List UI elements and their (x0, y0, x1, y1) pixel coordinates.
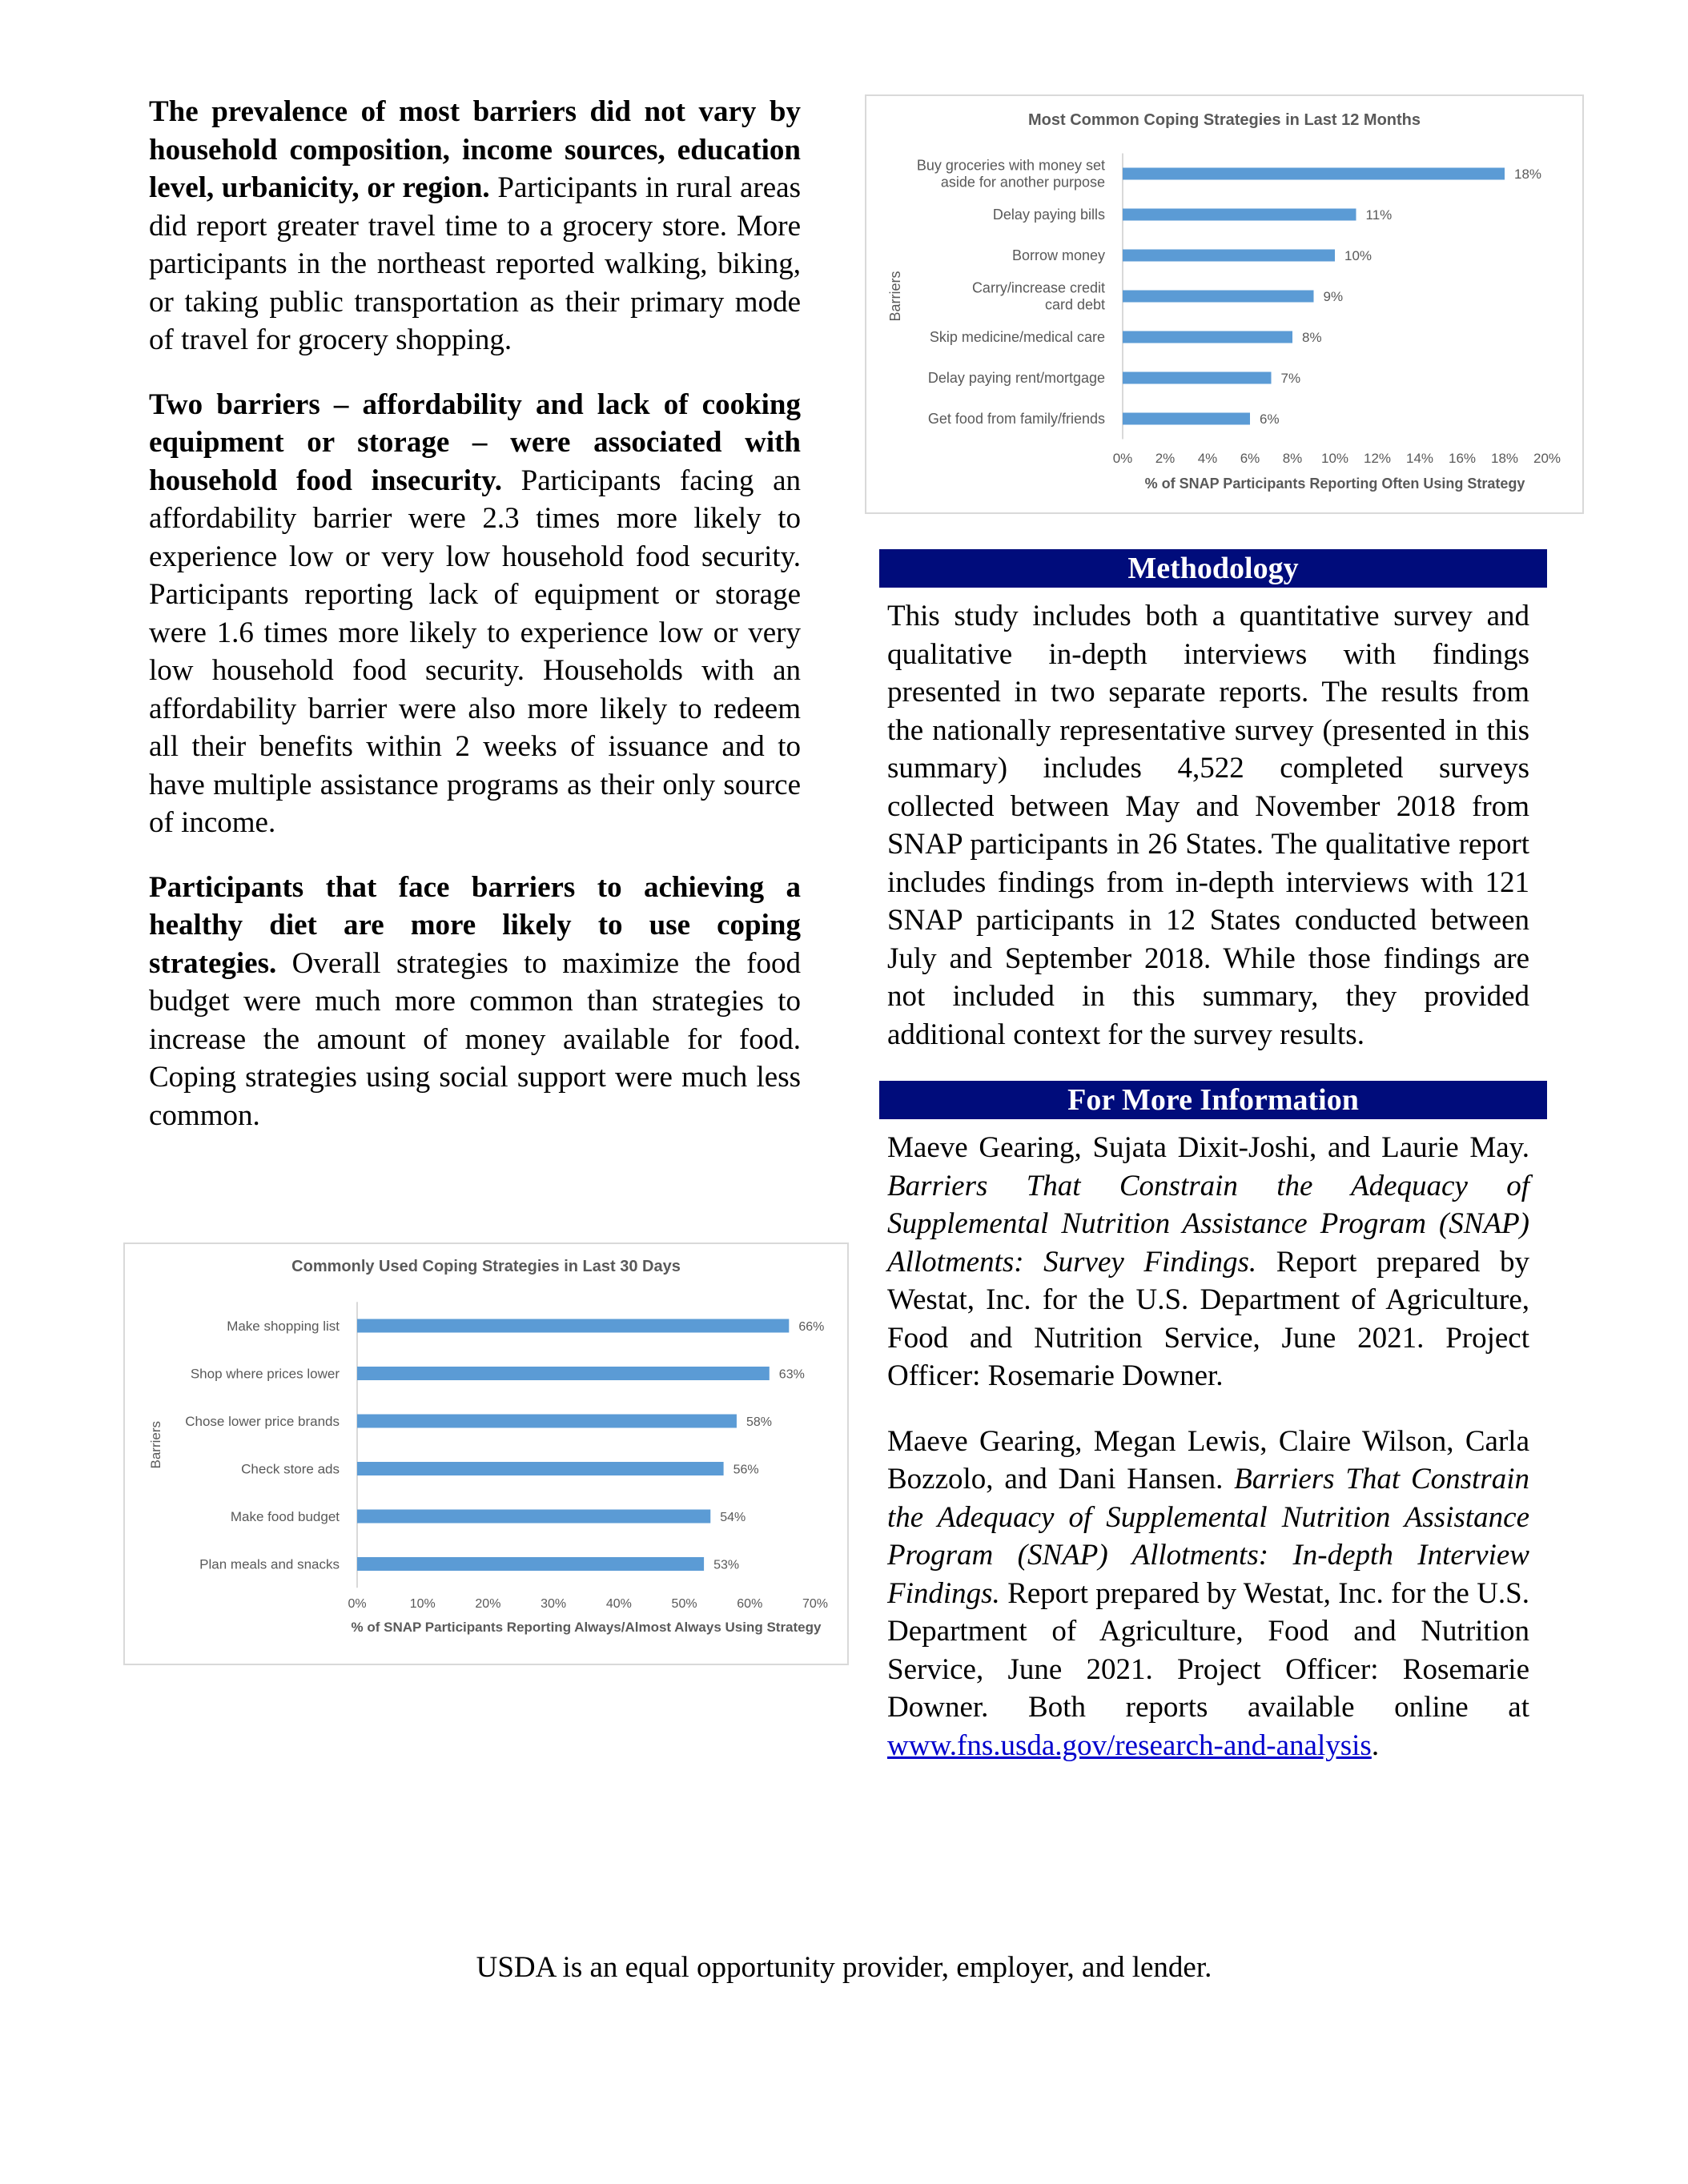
data-label: 11% (1365, 207, 1393, 223)
category-label: Make food budget (230, 1509, 340, 1524)
chart-30-days (123, 1243, 849, 1665)
category-label: Buy groceries with money set (916, 157, 1105, 174)
data-label: 53% (713, 1558, 740, 1572)
x-tick-label: 30% (541, 1597, 567, 1611)
reference-survey-findings (887, 1129, 1529, 1395)
data-label: 18% (1514, 167, 1542, 182)
bar (357, 1415, 737, 1428)
data-label: 7% (1280, 371, 1301, 386)
x-axis-label: % of SNAP Participants Reporting Always/Almost Always Using Strategy (351, 1620, 822, 1635)
methodology-header: Methodology (879, 549, 1547, 588)
category-label: Make shopping list (227, 1319, 340, 1334)
category-label: card debt (1044, 296, 1105, 313)
category-label: Skip medicine/medical care (929, 329, 1105, 345)
x-axis-label: % of SNAP Participants Reporting Often Using Strategy (1144, 476, 1525, 492)
paragraph-food-insecurity (149, 386, 801, 842)
x-tick-label: 18% (1490, 451, 1519, 466)
data-label: 63% (778, 1367, 805, 1382)
chart-title: Most Common Coping Strategies in Last 12 Months (1027, 111, 1421, 129)
bar (1123, 331, 1292, 343)
data-label: 10% (1344, 248, 1373, 263)
chart-title: Commonly Used Coping Strategies in Last 30 Days (291, 1258, 681, 1275)
category-label: Get food from family/friends (927, 411, 1105, 427)
data-label: 56% (733, 1463, 759, 1477)
x-tick-label: 50% (671, 1597, 697, 1611)
bar (357, 1510, 710, 1524)
x-tick-label: 4% (1197, 451, 1218, 466)
reference-details: Report prepared by Westat, Inc. for the U.S. Department of Agriculture, Food and Nutrition Service, June 2021. Project Officer: Rosemarie Downer. Both reports available online at (887, 1576, 1529, 1724)
bar (1123, 372, 1272, 384)
bar (1123, 413, 1250, 425)
x-tick-label: 20% (1533, 451, 1561, 466)
x-tick-label: 16% (1448, 451, 1477, 466)
reference-title: Barriers That Constrain the Adequacy of Supplemental Nutrition Assistance Program (SNAP) Allotments: In-depth Interview Findings. (887, 1463, 1529, 1610)
paragraph-body: Participants facing an affordability barrier were 2.3 times more likely to experience low or very low household food security. Participants reporting lack of equipment or storage were 1.6 times more likely to experience low or very low household food security. Households with an affordability barrier were also more likely to redeem all their benefits within 2 weeks of issuance and to have multiple assistance programs as their only source of income. (149, 464, 801, 839)
reference-end: . (1371, 1728, 1380, 1762)
footer-equal-opportunity: USDA is an equal opportunity provider, employer, and lender. (476, 1951, 1212, 1984)
bar (1123, 209, 1356, 221)
paragraph-body: Overall strategies to maximize the food budget were much more common than strategies to increase the amount of money available for food. Coping strategies using social support were much less common. (149, 946, 801, 1132)
x-tick-label: 60% (737, 1597, 763, 1611)
x-tick-label: 8% (1282, 451, 1303, 466)
category-label: Carry/increase credit (971, 279, 1105, 296)
data-label: 66% (798, 1320, 825, 1334)
more-info-header: For More Information (879, 1081, 1547, 1119)
x-tick-label: 10% (1320, 451, 1349, 466)
category-label: Delay paying bills (992, 207, 1105, 223)
methodology-text: This study includes both a quantitative survey and qualitative in-depth interviews with findings presented in two separate reports. The results from the nationally representative survey (presented in this summary) includes 4,522 completed surveys collected between May and November 2018 from SNAP participants in 26 States. The qualitative report includes findings from in-depth interviews with 121 SNAP participants in 12 States conducted between July and September 2018. While those findings are not included in this summary, they provided additional context for the survey results. (887, 600, 1529, 1051)
x-tick-label: 20% (475, 1597, 501, 1611)
data-label: 58% (746, 1415, 772, 1429)
category-label: aside for another purpose (940, 174, 1105, 191)
x-tick-label: 14% (1405, 451, 1434, 466)
bar (357, 1319, 789, 1333)
x-tick-label: 70% (802, 1597, 829, 1611)
chart-30-days-svg (125, 1244, 847, 1664)
left-column (149, 93, 801, 1161)
paragraph-body: Participants in rural areas did report greater travel time to a grocery store. More participants in the northeast reported walking, biking, or taking public transportation as their primary mode of travel for grocery shopping. (149, 171, 802, 356)
data-label: 8% (1302, 330, 1322, 345)
reference-authors: Maeve Gearing, Sujata Dixit-Joshi, and Laurie May. (887, 1131, 1529, 1164)
category-label: Delay paying rent/mortgage (927, 370, 1105, 386)
bar (1123, 291, 1314, 303)
reference-details: Report prepared by Westat, Inc. for the U.S. Department of Agriculture, Food and Nutrition Service, June 2021. Project Officer: Rosemarie Downer. (887, 1245, 1529, 1392)
x-tick-label: 12% (1363, 451, 1392, 466)
paragraph-barrier-prevalence (149, 93, 801, 359)
paragraph-heading: Two barriers – affordability and lack of cooking equipment or storage – were associated with household food insecurity. (149, 387, 801, 497)
data-label: 9% (1323, 289, 1344, 304)
x-tick-label: 0% (348, 1597, 367, 1611)
y-axis-label: Barriers (887, 271, 903, 322)
reference-authors: Maeve Gearing, Megan Lewis, Claire Wilson, Carla Bozzolo, and Dani Hansen. (887, 1424, 1529, 1495)
paragraph-heading: The prevalence of most barriers did not vary by household composition, income sources, education level, urbanicity, or region. (149, 95, 801, 204)
right-column (879, 549, 1547, 1792)
category-label: Chose lower price brands (185, 1414, 340, 1429)
x-tick-label: 0% (1112, 451, 1133, 466)
data-label: 54% (720, 1511, 746, 1524)
research-link[interactable]: www.fns.usda.gov/research-and-analysis (887, 1728, 1372, 1762)
x-tick-label: 40% (605, 1597, 632, 1611)
reference-title: Barriers That Constrain the Adequacy of Supplemental Nutrition Assistance Program (SNAP) Allotments: Survey Findings. (887, 1169, 1529, 1279)
bar (357, 1462, 724, 1475)
category-label: Plan meals and snacks (199, 1556, 340, 1572)
category-label: Check store ads (241, 1461, 340, 1477)
y-axis-label: Barriers (148, 1420, 163, 1469)
bar (357, 1557, 704, 1571)
x-tick-label: 10% (409, 1597, 436, 1611)
x-tick-label: 6% (1240, 451, 1260, 466)
data-label: 6% (1260, 412, 1280, 427)
category-label: Borrow money (1011, 247, 1105, 263)
category-label: Shop where prices lower (190, 1366, 340, 1382)
x-tick-label: 2% (1155, 451, 1176, 466)
chart-12-months (865, 94, 1584, 514)
reference-interview-findings (887, 1423, 1529, 1765)
chart-12-months-svg (866, 96, 1582, 512)
bar (1123, 168, 1505, 180)
bar (357, 1367, 770, 1380)
paragraph-coping-strategies (149, 869, 801, 1135)
paragraph-heading: Participants that face barriers to achieving a healthy diet are more likely to use coping strategies. (149, 870, 801, 980)
bar (1123, 250, 1335, 262)
